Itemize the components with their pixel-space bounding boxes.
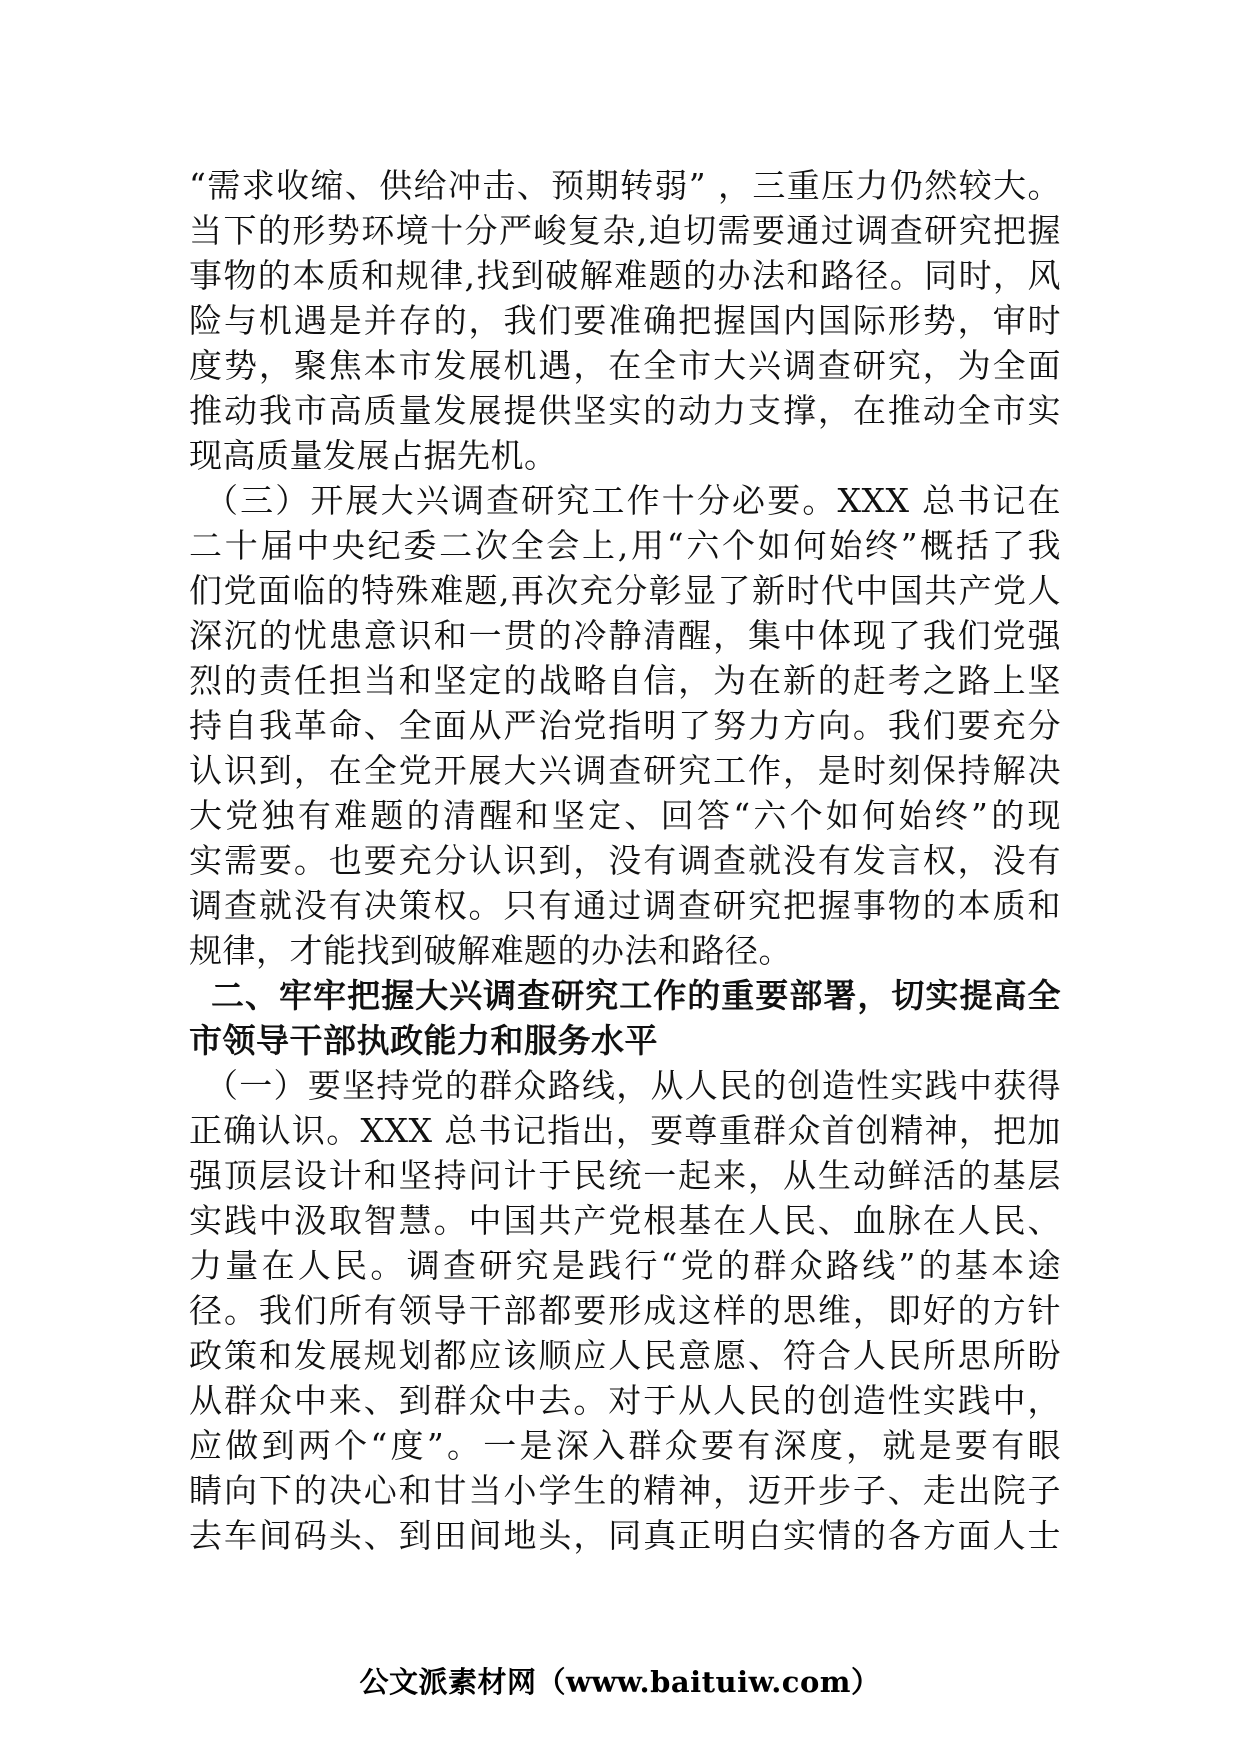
text-line: 力量在人民。调查研究是践行“党的群众路线”的基本途 xyxy=(189,1246,1061,1285)
text-line: 径。我们所有领导干部都要形成这样的思维，即好的方针 xyxy=(189,1291,1061,1330)
text-line: 当下的形势环境十分严峻复杂,迫切需要通过调查研究把握 xyxy=(189,211,1061,250)
text-line: （一）要坚持党的群众路线，从人民的创造性实践中获得 xyxy=(205,1066,1061,1105)
paragraph-section-three xyxy=(189,478,1061,973)
text-line: 政策和发展规划都应该顺应人民意愿、符合人民所思所盼 xyxy=(189,1336,1061,1375)
section-heading-two xyxy=(189,973,1061,1063)
text-line: 烈的责任担当和坚定的战略自信，为在新的赶考之路上坚 xyxy=(189,661,1061,700)
text-line: 睛向下的决心和甘当小学生的精神，迈开步子、走出院子 xyxy=(189,1471,1061,1510)
text-line: 们党面临的特殊难题,再次充分彰显了新时代中国共产党人 xyxy=(189,571,1061,610)
heading-line: 二、牢牢把握大兴调查研究工作的重要部署，切实提高全 xyxy=(211,976,1061,1015)
text-line: 规律，才能找到破解难题的办法和路径。 xyxy=(189,931,792,970)
heading-line: 市领导干部执政能力和服务水平 xyxy=(189,1021,658,1060)
text-line: 险与机遇是并存的，我们要准确把握国内国际形势，审时 xyxy=(189,301,1061,340)
document-body xyxy=(189,163,1061,1558)
text-line: 实需要。也要充分认识到，没有调查就没有发言权，没有 xyxy=(189,841,1061,880)
text-line: “需求收缩、供给冲击、预期转弱” ，三重压力仍然较大。 xyxy=(189,166,1061,205)
text-line: 去车间码头、到田间地头，同真正明白实情的各方面人士 xyxy=(189,1516,1061,1555)
text-line: 调查就没有决策权。只有通过调查研究把握事物的本质和 xyxy=(189,886,1061,925)
text-line: 度势，聚焦本市发展机遇，在全市大兴调查研究，为全面 xyxy=(189,346,1061,385)
text-line: 认识到，在全党开展大兴调查研究工作，是时刻保持解决 xyxy=(189,751,1061,790)
paragraph-section-one xyxy=(189,1063,1061,1558)
text-line: 深沉的忧患意识和一贯的冷静清醒，集中体现了我们党强 xyxy=(189,616,1061,655)
text-line: 从群众中来、到群众中去。对于从人民的创造性实践中， xyxy=(189,1381,1061,1420)
text-line: 实践中汲取智慧。中国共产党根基在人民、血脉在人民、 xyxy=(189,1201,1061,1240)
text-line: 持自我革命、全面从严治党指明了努力方向。我们要充分 xyxy=(189,706,1061,745)
text-line: 推动我市高质量发展提供坚实的动力支撑，在推动全市实 xyxy=(189,391,1061,430)
text-line: 正确认识。XXX 总书记指出，要尊重群众首创精神，把加 xyxy=(189,1111,1061,1150)
text-line: 大党独有难题的清醒和坚定、回答“六个如何始终”的现 xyxy=(189,796,1061,835)
text-line: （三）开展大兴调查研究工作十分必要。XXX 总书记在 xyxy=(205,481,1061,520)
text-line: 事物的本质和规律,找到破解难题的办法和路径。同时，风 xyxy=(189,256,1061,295)
text-line: 强顶层设计和坚持问计于民统一起来，从生动鲜活的基层 xyxy=(189,1156,1061,1195)
text-line: 现高质量发展占据先机。 xyxy=(189,436,558,475)
text-line: 二十届中央纪委二次全会上,用“六个如何始终”概括了我 xyxy=(189,526,1061,565)
paragraph-situation xyxy=(189,163,1061,478)
page-footer: 公文派素材网（www.baituiw.com） xyxy=(359,1665,881,1699)
text-line: 应做到两个“度”。一是深入群众要有深度，就是要有眼 xyxy=(189,1426,1061,1465)
